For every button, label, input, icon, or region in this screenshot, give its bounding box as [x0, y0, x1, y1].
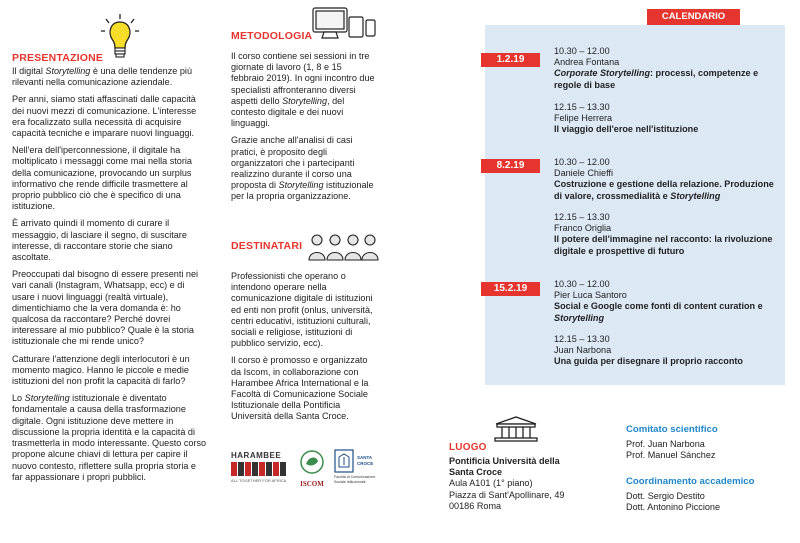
session-title: Il potere dell'immagine nel racconto: la rivoluzione digitale e prospettive di futuro — [554, 234, 773, 256]
section-title-destinatari: DESTINATARI — [231, 240, 303, 252]
presentazione-body — [12, 66, 208, 489]
session-time: 12.15 – 13.30 — [554, 102, 610, 112]
session-time: 10.30 – 12.00 — [554, 157, 610, 167]
paragraph: Professionisti che operano o intendono operare nella comunicazione digitale di istituzioni ed enti non profit (onlus, università, centri educativi, istituzioni culturali, sociali e religiose, istituzioni di pubblico servizio, ecc). — [231, 271, 373, 349]
session-speaker: Felipe Herrera — [554, 113, 613, 124]
harambee-figures — [231, 462, 291, 476]
section-title-presentazione: PRESENTAZIONE — [12, 52, 104, 64]
session-title: Corporate Storytelling: processi, competenze e regole di base — [554, 68, 759, 90]
list-item: Dott. Antonino Piccione — [626, 502, 721, 513]
venue-city: 00186 Roma — [449, 500, 502, 511]
comitato-list — [626, 439, 715, 461]
paragraph: È arrivato quindi il momento di curare il messaggio, di lasciare il segno, di suscitare interesse, di raccontare storie che siano ascoltate. — [12, 218, 187, 263]
venue-block — [449, 456, 599, 512]
list-item: Prof. Manuel Sánchez — [626, 450, 716, 461]
harambee-wordmark: HARAMBEE — [231, 451, 282, 460]
paragraph: Catturare l'attenzione degli interlocutori è un momento magico. Hanno le piccole e medie istituzioni del non profit la capacità di farlo? — [12, 353, 190, 387]
session-item — [554, 279, 779, 324]
iscom-logo — [297, 449, 327, 491]
session-title: Costruzione e gestione della relazione. Produzione di valore, crossmedialità e Storytelling — [554, 179, 774, 201]
comitato-title: Comitato scientifico — [626, 424, 718, 435]
session-time: 10.30 – 12.00 — [554, 279, 610, 289]
session-title: Una guida per disegnare il proprio racconto — [554, 356, 743, 367]
pusc-caption: Facoltà di Comunicazione Sociale Istituzionale — [334, 475, 376, 484]
date-tag: 1.2.19 — [481, 53, 540, 67]
session-title: Social e Google come fonti di content curation e Storytelling — [554, 301, 763, 323]
people-icon — [307, 232, 379, 262]
paragraph: Preoccupati dal bisogno di essere presenti nei vari canali (Instagram, Whatsapp, ecc) e di usare i nuovi linguaggi (realtà virtuale), dimentichiamo che la vera domanda è: ho qualcosa da raccontare? Perché dovrei interessare al mio pubblico? Quale è la storia istituzionale che mi rende unico? — [12, 269, 199, 347]
paragraph: Grazie anche all'analisi di casi pratici, è proposito degli organizzatori che i partecipanti realizzino durante il corso una proposta di Storytelling istituzionale per la propria organizzazione. — [231, 135, 374, 202]
session-time: 10.30 – 12.00 — [554, 46, 610, 56]
venue-address: Piazza di Sant'Apollinare, 49 — [449, 489, 565, 500]
destinatari-body — [231, 271, 376, 429]
session-item — [554, 334, 779, 368]
iscom-emblem-icon — [299, 449, 325, 475]
venue-room: Aula A101 (1° piano) — [449, 478, 533, 489]
university-seal-icon — [334, 449, 354, 473]
pusc-logo — [334, 449, 382, 491]
coordinamento-list — [626, 491, 720, 513]
lightbulb-icon — [100, 13, 140, 63]
section-title-metodologia: METODOLOGIA — [231, 30, 313, 42]
calendar-title: CALENDARIO — [647, 9, 740, 25]
list-item: Dott. Sergio Destito — [626, 491, 705, 501]
session-speaker: Juan Narbona — [554, 345, 612, 356]
session-item — [554, 212, 779, 257]
iscom-wordmark: ISCOM — [300, 480, 324, 488]
session-title: Il viaggio dell'eroe nell'istituzione — [554, 124, 699, 135]
session-item — [554, 102, 779, 136]
paragraph: Per anni, siamo stati affascinati dalle capacità dei nuovi mezzi di comunicazione. L'interesse era focalizzato sulla necessità di acquisire capacità tecniche e imparare nuovi linguaggi. — [12, 94, 197, 139]
paragraph: Il corso è promosso e organizzato da Iscom, in collaborazione con Harambee Africa International e la Facoltà di Comunicazione Sociale Istituzionale della Pontificia Università della Santa Croce. — [231, 355, 369, 422]
list-item: Prof. Juan Narbona — [626, 439, 705, 449]
session-time: 12.15 – 13.30 — [554, 334, 610, 344]
paragraph: Lo Storytelling istituzionale è diventato fondamentale a causa della trasformazione digitale. Ogni istituzione deve mettere in discussione la propria identità e la capacità di trasmetterla in modo interessante. Questo corso propone alcune chiavi di lettura per capire il nuovo contesto, riflettere sulla propria storia e far appassionare i propri pubblici. — [12, 393, 207, 482]
section-title-luogo: LUOGO — [449, 442, 487, 453]
building-icon — [493, 415, 539, 443]
devices-icon — [311, 5, 379, 41]
session-item — [554, 157, 779, 202]
paragraph: Il digital Storytelling è una delle tendenze più rilevanti nella comunicazione aziendale. — [12, 66, 193, 88]
paragraph: Nell'era dell'iperconnessione, il digitale ha moltiplicato i messaggi come mai nella storia della comunicazione, provocando un surplus informativo che rende difficile trasmettere al proprio pubblico ciò che è specifico di una istituzione. — [12, 145, 192, 212]
session-speaker: Daniele Chieffi — [554, 168, 613, 179]
session-speaker: Andrea Fontana — [554, 57, 620, 68]
date-tag: 15.2.19 — [481, 282, 540, 296]
session-speaker: Pier Luca Santoro — [554, 290, 627, 301]
metodologia-body — [231, 51, 376, 209]
session-item — [554, 46, 779, 91]
session-speaker: Franco Origlia — [554, 223, 612, 234]
harambee-tagline: ALL TOGETHER FOR AFRICA — [231, 478, 287, 483]
coordinamento-title: Coordinamento accademico — [626, 476, 755, 487]
session-time: 12.15 – 13.30 — [554, 212, 610, 222]
paragraph: Il corso contiene sei sessioni in tre giornate di lavoro (1, 8 e 15 febbraio 2019). In ogni incontro due specialisti affronteranno diversi aspetti dello Storytelling, del contesto digitale e dei nuovi linguaggi. — [231, 51, 375, 129]
date-tag: 8.2.19 — [481, 159, 540, 173]
pusc-seal-text: SANTA CROCE — [357, 455, 374, 466]
harambee-logo — [231, 451, 291, 491]
venue-name: Pontificia Università della Santa Croce — [449, 456, 560, 478]
